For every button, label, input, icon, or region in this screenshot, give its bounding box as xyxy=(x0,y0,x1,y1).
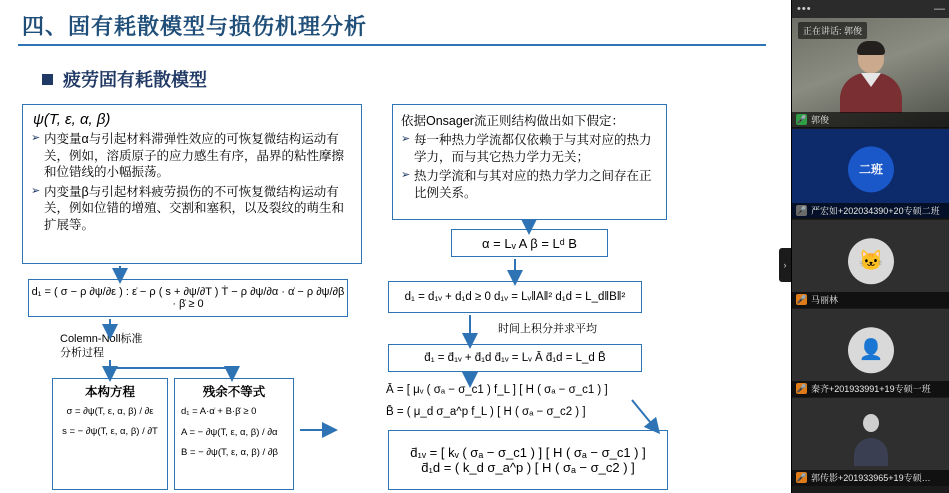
slide-subheading-label: 疲劳固有耗散模型 xyxy=(63,70,207,90)
microphone-icon: 🎤 xyxy=(796,114,807,124)
constitutive-equation-box xyxy=(52,378,168,490)
equation-dissipation-split: d₁ = d₁ᵥ + d₁d ≥ 0 d₁ᵥ = Lᵥ‖A‖² d₁d = L_d‖B‖² xyxy=(388,281,642,313)
arrow-bullet-icon: ➢ xyxy=(401,169,411,181)
list-item-text: 热力学流和与其对应的热力学力之间存在正比例关系。 xyxy=(414,169,652,200)
free-energy-box xyxy=(22,104,362,264)
residual-line-3: B = − ∂ψ(T, ε, α, β) / ∂β xyxy=(181,447,278,459)
equation-A-B-bar-group xyxy=(386,380,616,424)
onsager-assumptions-box xyxy=(392,104,667,220)
arrow-bullet-icon: ➢ xyxy=(31,132,41,144)
list-item-text: 内变量β与引起材料疲劳损伤的不可恢复微结构运动有关，例如位错的增殖、交割和塞积，以及裂纹的萌生和扩展等。 xyxy=(44,184,345,232)
more-options-icon[interactable]: ••• xyxy=(797,3,812,15)
participant-namebar xyxy=(792,381,949,396)
collapse-panel-button[interactable]: › xyxy=(779,248,791,282)
caption-colemn-noll: Colemn-Noll标准分析过程 xyxy=(60,333,143,360)
residual-box-title: 残余不等式 xyxy=(202,385,266,399)
participant-name: 严宏如+202034390+20专硕二班 xyxy=(811,206,940,216)
avatar: 二班 xyxy=(848,146,894,192)
video-tile-participant[interactable] xyxy=(792,129,949,219)
video-tile-participant[interactable] xyxy=(792,309,949,397)
microphone-icon: 🎤 xyxy=(796,472,807,482)
page-title: 四、固有耗散模型与损伤机理分析 xyxy=(22,14,368,39)
equation-final-damage: d̄₁d = ( k_d σ_a^p ) [ H ( σₐ − σ_c2 ) ] xyxy=(421,460,635,475)
video-tile-participant[interactable] xyxy=(792,398,949,486)
webcam-person-figure xyxy=(851,414,891,466)
free-energy-function: ψ(T, ε, α, β) xyxy=(33,111,111,128)
avatar: 🐱 xyxy=(848,238,894,284)
equation-final-dissipation xyxy=(388,430,668,490)
equation-dissipation-full: d₁ = ( σ − ρ ∂ψ/∂ε ) : ε̇ − ρ ( s + ∂ψ/∂T ) Ṫ − ρ ∂ψ/∂α · α̇ − ρ ∂ψ/∂β · β̇ ≥ 0 xyxy=(28,279,348,317)
equation-alpha-beta: α = Lᵥ A β = Lᵈ B xyxy=(451,229,608,257)
caption-time-average: 时间上积分并求平均 xyxy=(498,323,597,335)
speaking-indicator-label: 正在讲话: 郭俊 xyxy=(798,22,867,39)
residual-line-2: A = − ∂ψ(T, ε, α, β) / ∂α xyxy=(181,426,278,438)
avatar: 👤 xyxy=(848,327,894,373)
slide-subheading xyxy=(42,66,207,92)
equation-final-viscous: d̄₁ᵥ = [ kᵥ ( σₐ − σ_c1 ) ] [ H ( σₐ − σ_c1 ) ] xyxy=(410,445,646,460)
square-bullet-icon xyxy=(42,74,53,85)
title-divider xyxy=(18,44,766,46)
list-item xyxy=(401,132,658,165)
participant-namebar xyxy=(792,112,949,127)
microphone-muted-icon: 🎤 xyxy=(796,205,807,215)
participant-namebar xyxy=(792,203,949,218)
list-item-text: 每一种热力学流都仅依赖于与其对应的热力学力，而与其它热力学力无关； xyxy=(414,133,652,164)
arrow-bullet-icon: ➢ xyxy=(401,133,411,145)
constitutive-box-title: 本构方程 xyxy=(84,385,135,399)
microphone-icon: 🎤 xyxy=(796,294,807,304)
microphone-icon: 🎤 xyxy=(796,383,807,393)
onsager-heading: 依据Onsager流正则结构做出如下假定： xyxy=(401,114,624,128)
equation-A-bar: Ā = [ μᵥ ( σₐ − σ_c1 ) f_L ] [ H ( σₐ − σ_c1 ) ] xyxy=(386,384,608,396)
residual-line-1: d₁ = A·α̇ + B·β̇ ≥ 0 xyxy=(181,406,257,417)
constitutive-line-2: s = − ∂ψ(T, ε, α, β) / ∂T xyxy=(62,425,158,437)
participant-name: 马丽林 xyxy=(811,295,839,305)
participant-name: 秦齐+201933991+19专硕一班 xyxy=(811,384,931,394)
minimize-icon[interactable]: — xyxy=(934,3,945,15)
residual-inequality-box xyxy=(174,378,294,490)
constitutive-line-1: σ = ∂ψ(T, ε, α, β) / ∂ε xyxy=(66,406,154,417)
arrow-bullet-icon: ➢ xyxy=(31,184,41,197)
equation-dissipation-averaged: d̄₁ = d̄₁ᵥ + d̄₁d d̄₁ᵥ = Lᵥ Ā d̄₁d = L_d B̄ xyxy=(388,344,642,372)
participant-name: 郭传影+201933965+19专硕… xyxy=(811,473,931,483)
participant-namebar xyxy=(792,292,949,307)
list-item xyxy=(31,184,353,234)
video-tile-participant[interactable] xyxy=(792,220,949,308)
webcam-person-figure xyxy=(839,43,903,113)
participant-video-rail xyxy=(791,0,949,493)
participant-name: 郭俊 xyxy=(811,115,830,125)
equation-B-bar: B̄ = ( μ_d σ_a^p f_L ) [ H ( σₐ − σ_c2 ) ] xyxy=(386,405,586,418)
video-tile-active-speaker[interactable] xyxy=(792,18,949,128)
rail-toolbar xyxy=(792,0,949,18)
participant-namebar xyxy=(792,470,949,485)
list-item xyxy=(31,131,353,181)
list-item xyxy=(401,168,658,201)
list-item-text: 内变量α与引起材料滞弹性效应的可恢复微结构运动有关，例如，溶质原子的应力感生有序，晶界的粘性摩擦和位错线的小幅振荡。 xyxy=(44,132,345,179)
